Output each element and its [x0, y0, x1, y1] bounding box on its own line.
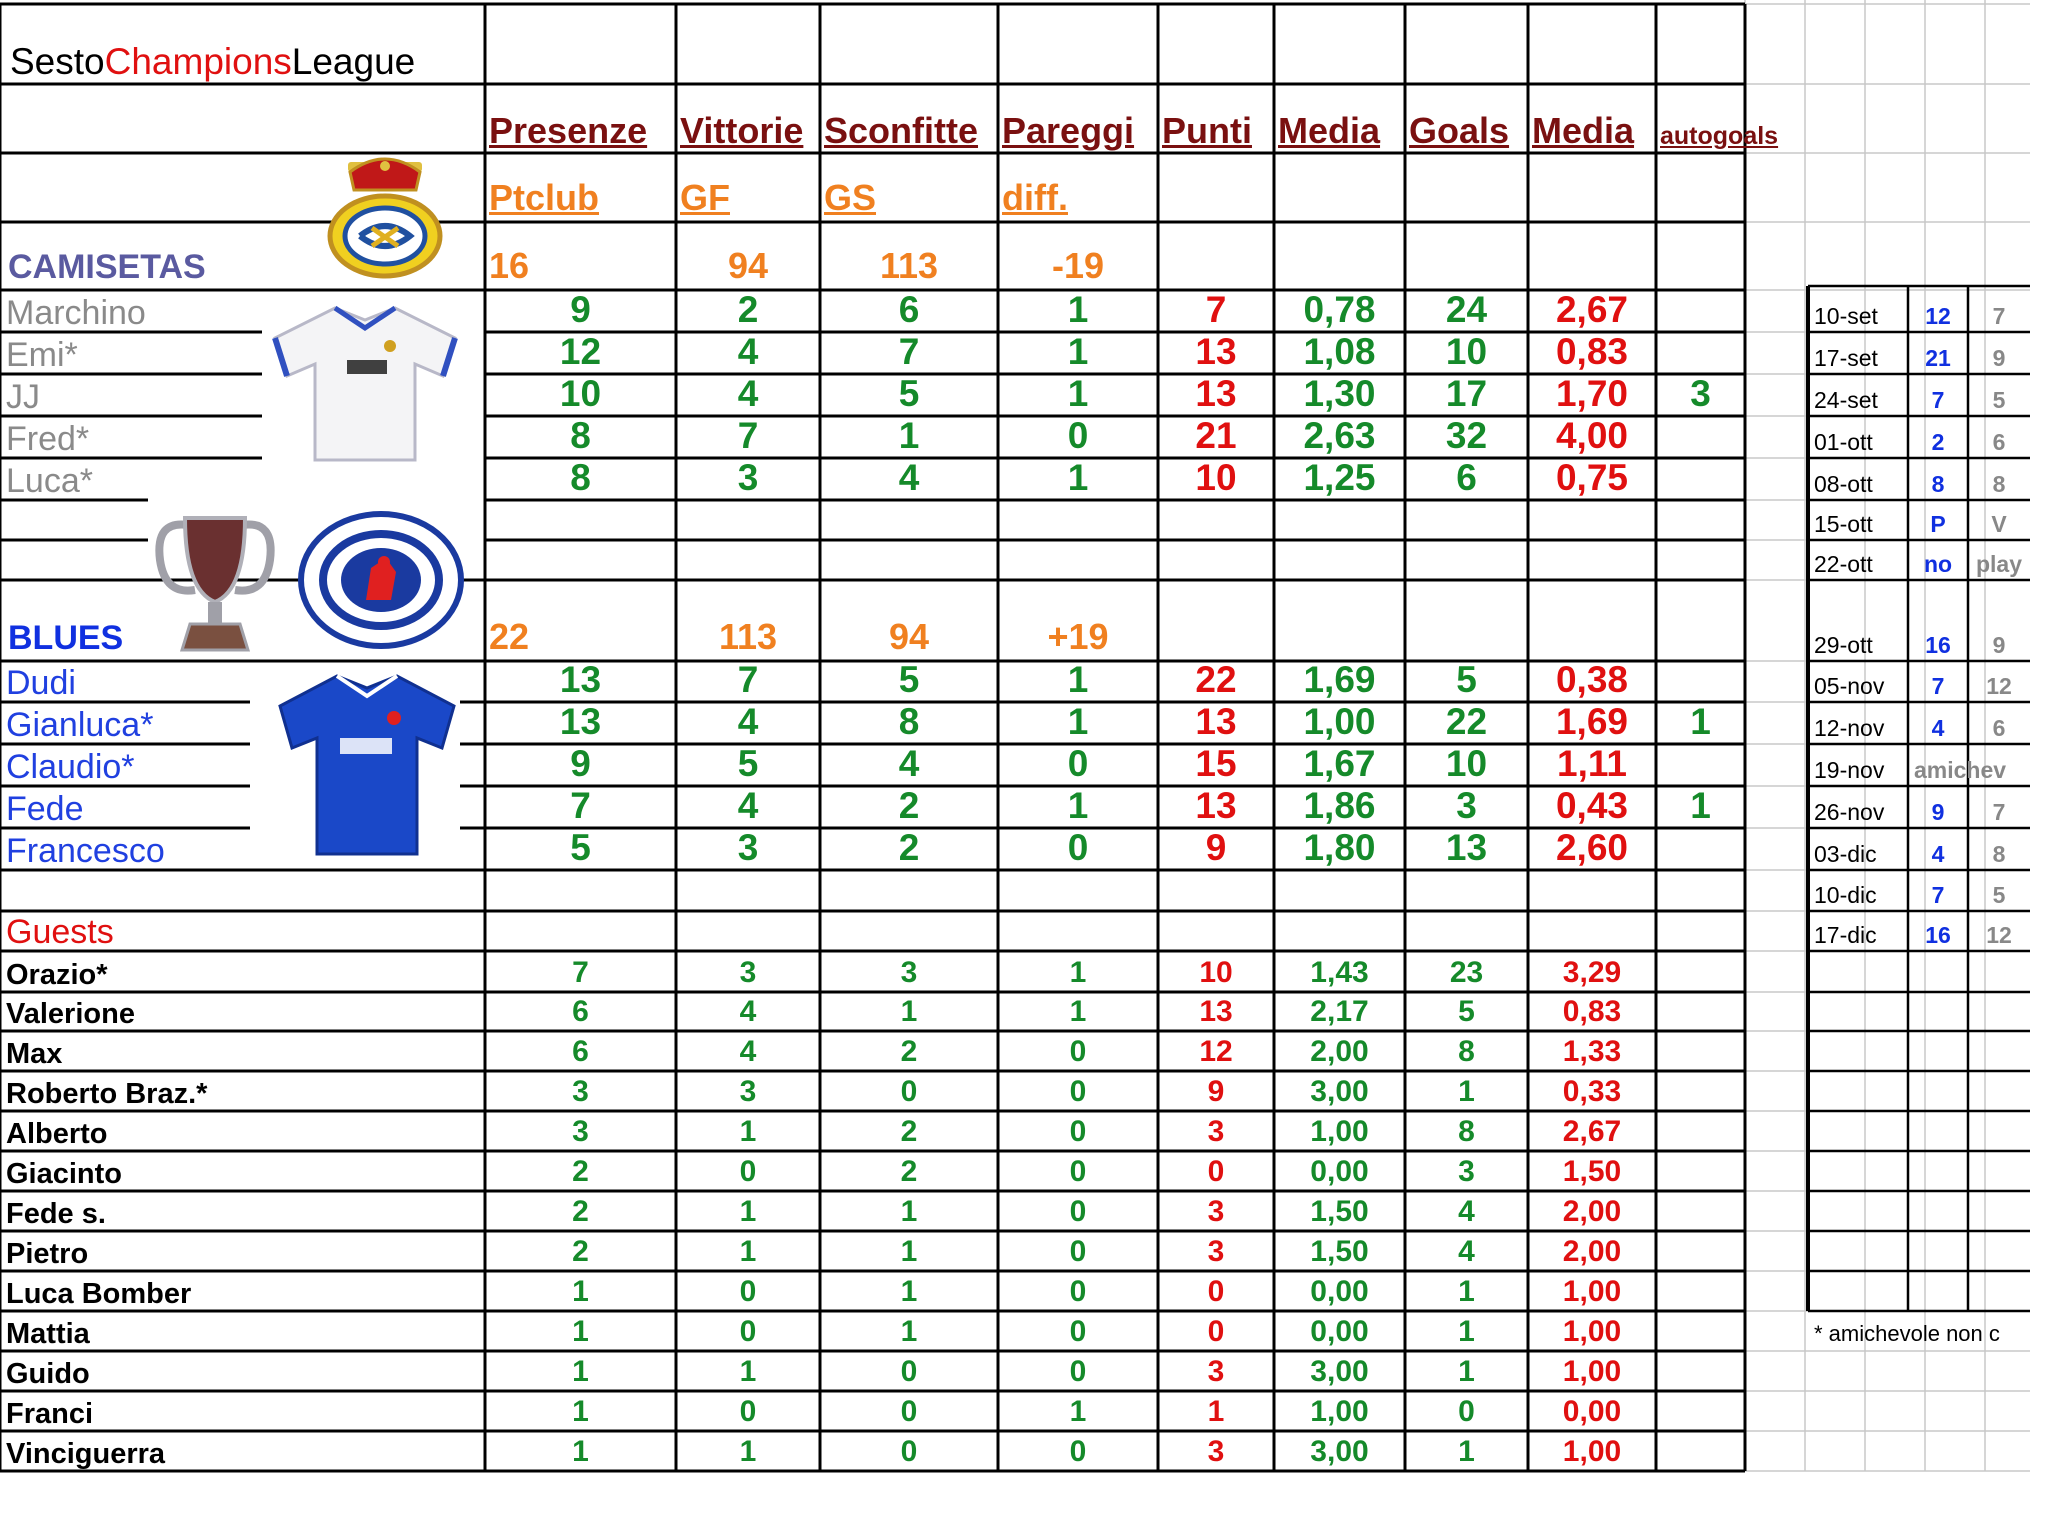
player-stat: 2: [898, 785, 920, 826]
player-stat: 0: [1207, 1315, 1225, 1348]
player-name: Fred*: [6, 420, 90, 458]
player-stat: 22: [1195, 659, 1237, 700]
player-stat: 1: [1069, 995, 1087, 1028]
match-score-away: 6: [1992, 715, 2006, 741]
player-name: Roberto Braz.*: [6, 1078, 208, 1110]
player-stat: 1,00: [1562, 1355, 1622, 1388]
subheader-gf: GF: [680, 177, 730, 218]
header-vittorie: Vittorie: [680, 110, 804, 151]
player-stat: 7: [1205, 289, 1227, 330]
player-stat: 1: [1458, 1355, 1475, 1388]
player-stat: 0: [1207, 1155, 1225, 1188]
player-stat: 2,00: [1562, 1195, 1622, 1228]
player-stat: 3: [1690, 373, 1711, 414]
player-stat: 13: [559, 701, 602, 742]
player-stat: 1: [1207, 1395, 1225, 1428]
player-stat: 13: [1195, 701, 1237, 742]
player-stat: 7: [570, 785, 591, 826]
header-media: Media: [1532, 110, 1635, 151]
sheet-title: [6, 30, 476, 80]
player-name: Marchino: [6, 294, 146, 332]
player-stat: 3: [1207, 1195, 1225, 1228]
match-score-away: 12: [1986, 922, 2012, 948]
player-stat: 0: [1067, 415, 1089, 456]
player-stat: 1,50: [1310, 1195, 1369, 1228]
player-stat: 22: [1445, 701, 1488, 742]
player-stat: 4: [737, 331, 759, 372]
player-stat: 0,00: [1310, 1315, 1369, 1348]
player-stat: 2: [737, 289, 759, 330]
player-stat: 7: [737, 415, 759, 456]
player-stat: 17: [1445, 373, 1488, 414]
player-stat: 0,00: [1310, 1275, 1369, 1308]
player-stat: 0: [739, 1275, 757, 1308]
player-stat: 7: [572, 956, 589, 989]
match-score-home: 9: [1931, 799, 1945, 825]
player-stat: 0: [900, 1435, 918, 1468]
player-stat: 1,67: [1303, 743, 1376, 784]
player-stat: 3: [572, 1075, 589, 1108]
match-date: 26-nov: [1814, 799, 1885, 825]
player-stat: 3: [1207, 1115, 1225, 1148]
player-stat: 1,70: [1555, 373, 1628, 414]
player-name: Mattia: [6, 1318, 90, 1350]
header-presenze: Presenze: [489, 110, 648, 151]
player-stat: 0: [900, 1355, 918, 1388]
player-stat: 0,33: [1562, 1075, 1622, 1108]
player-stat: 1,86: [1303, 785, 1376, 826]
player-stat: 10: [559, 373, 602, 414]
player-stat: 0,78: [1303, 289, 1376, 330]
player-stat: 1,00: [1303, 701, 1376, 742]
player-stat: 1: [1067, 659, 1089, 700]
player-name: Dudi: [6, 664, 76, 702]
player-stat: [1656, 332, 1745, 372]
header-sconfitte: Sconfitte: [824, 110, 979, 151]
match-score-home: 16: [1925, 632, 1951, 658]
player-stat: 0: [1067, 827, 1089, 868]
player-stat: 13: [1199, 995, 1233, 1028]
match-date: 15-ott: [1814, 511, 1873, 537]
match-date: 10-set: [1814, 303, 1878, 329]
footnote: * amichevole non c: [1814, 1321, 2000, 1346]
player-stat: 4: [737, 701, 759, 742]
match-score-home: 7: [1931, 387, 1945, 413]
player-stat: 32: [1445, 415, 1488, 456]
match-date: 10-dic: [1814, 882, 1877, 908]
player-stat: 2: [900, 1155, 918, 1188]
player-stat: 0,00: [1310, 1155, 1369, 1188]
player-name: Valerione: [6, 998, 135, 1030]
player-name: Luca*: [6, 462, 93, 500]
match-score-home: 8: [1931, 471, 1945, 497]
match-date: 01-ott: [1814, 429, 1873, 455]
player-stat: 6: [572, 1035, 589, 1068]
player-stat: 0,38: [1555, 659, 1628, 700]
player-stat: 1: [572, 1275, 589, 1308]
player-stat: 6: [898, 289, 920, 330]
player-stat: 2,00: [1562, 1235, 1622, 1268]
player-stat: 13: [559, 659, 602, 700]
player-stat: 4: [739, 1035, 757, 1068]
match-score-home: 12: [1925, 303, 1951, 329]
player-stat: 1,08: [1303, 331, 1376, 372]
player-stat: 1,50: [1310, 1235, 1369, 1268]
player-stat: 1,69: [1303, 659, 1376, 700]
player-stat: 9: [570, 289, 591, 330]
player-stat: 0: [1069, 1115, 1087, 1148]
player-stat: [1656, 458, 1745, 498]
player-stat: 1: [572, 1435, 589, 1468]
player-stat: 1: [1067, 701, 1089, 742]
player-stat: 10: [1445, 331, 1488, 372]
player-stat: 1,00: [1310, 1115, 1369, 1148]
player-stat: 3: [1207, 1435, 1225, 1468]
match-date: 12-nov: [1814, 715, 1885, 741]
player-stat: 13: [1195, 331, 1237, 372]
player-stat: 1: [1069, 956, 1087, 989]
player-stat: 2,67: [1562, 1115, 1622, 1148]
player-stat: 15: [1195, 743, 1237, 784]
header-media: Media: [1278, 110, 1381, 151]
player-stat: 7: [737, 659, 759, 700]
header-pareggi: Pareggi: [1002, 110, 1135, 151]
match-date: 24-set: [1814, 387, 1878, 413]
player-stat: 1: [900, 1315, 918, 1348]
player-stat: 0: [739, 1315, 757, 1348]
player-stat: 3,29: [1562, 956, 1622, 989]
player-stat: 2,63: [1303, 415, 1376, 456]
match-date: 17-dic: [1814, 922, 1877, 948]
player-stat: 4: [737, 373, 759, 414]
player-stat: 0: [739, 1395, 757, 1428]
player-stat: 5: [898, 373, 920, 414]
match-score-home: 7: [1931, 673, 1945, 699]
match-score-home: 7: [1931, 882, 1945, 908]
player-stat: 0: [739, 1155, 757, 1188]
player-stat: 7: [898, 331, 920, 372]
player-stat: 0: [1069, 1435, 1087, 1468]
player-stat: 8: [570, 415, 591, 456]
player-stat: 0,00: [1562, 1395, 1622, 1428]
player-stat: 1: [572, 1355, 589, 1388]
player-stat: 3: [739, 956, 757, 989]
player-stat: 4: [898, 457, 920, 498]
header-autogoals: autogoals: [1660, 122, 1779, 150]
player-name: Guido: [6, 1358, 90, 1390]
player-stat: 23: [1449, 956, 1484, 989]
player-stat: 13: [1195, 785, 1237, 826]
player-name: JJ: [6, 378, 40, 416]
player-stat: [1656, 828, 1745, 868]
player-stat: 5: [898, 659, 920, 700]
match-note: amichev: [1914, 757, 2007, 783]
match-date: 29-ott: [1814, 632, 1873, 658]
player-stat: 3: [1458, 1155, 1475, 1188]
player-stat: 1: [900, 1235, 918, 1268]
player-stat: 0: [1069, 1075, 1087, 1108]
match-score-away: 7: [1992, 303, 2006, 329]
player-stat: 13: [1195, 373, 1237, 414]
player-stat: 10: [1195, 457, 1237, 498]
match-date: 22-ott: [1814, 551, 1873, 577]
player-stat: 24: [1445, 289, 1488, 330]
player-name: Pietro: [6, 1238, 89, 1270]
player-stat: 0: [1069, 1275, 1087, 1308]
match-score-away: 5: [1992, 387, 2006, 413]
team-ptclub-blues: 22: [489, 616, 530, 657]
player-stat: 3,00: [1310, 1435, 1369, 1468]
player-stat: 5: [1458, 995, 1475, 1028]
team-diff-camisetas: -19: [1051, 245, 1105, 286]
team-name-camisetas: CAMISETAS: [8, 248, 206, 286]
player-stat: 2: [900, 1035, 918, 1068]
match-score-away: 12: [1986, 673, 2012, 699]
player-stat: 3,00: [1310, 1355, 1369, 1388]
player-stat: 1: [739, 1195, 757, 1228]
match-date: 17-set: [1814, 345, 1878, 371]
team-gf-camisetas: 94: [727, 245, 769, 286]
player-stat: 0: [1069, 1355, 1087, 1388]
player-stat: [1656, 661, 1745, 700]
subheader-gs: GS: [824, 177, 877, 218]
player-stat: [1656, 290, 1745, 330]
player-stat: 1,33: [1562, 1035, 1622, 1068]
player-name: Vinciguerra: [6, 1438, 166, 1470]
player-name: Francesco: [6, 832, 165, 870]
match-score-home: 21: [1925, 345, 1951, 371]
player-stat: 1: [1067, 289, 1089, 330]
player-stat: 8: [1458, 1035, 1475, 1068]
match-score-away: 9: [1992, 632, 2006, 658]
player-stat: 4,00: [1555, 415, 1628, 456]
player-stat: 4: [737, 785, 759, 826]
match-score-home: 4: [1931, 715, 1945, 741]
match-score-home: P: [1930, 511, 1946, 537]
player-stat: 0: [900, 1075, 918, 1108]
player-name: Fede: [6, 790, 84, 828]
player-stat: 8: [1458, 1115, 1475, 1148]
player-stat: 1: [1458, 1435, 1475, 1468]
player-stat: 0,75: [1555, 457, 1628, 498]
player-stat: 3: [1207, 1355, 1225, 1388]
header-goals: Goals: [1409, 110, 1510, 151]
player-stat: 13: [1445, 827, 1488, 868]
player-stat: 0: [1069, 1195, 1087, 1228]
player-stat: 2,00: [1310, 1035, 1369, 1068]
match-score-home: 4: [1931, 841, 1945, 867]
player-name: Giacinto: [6, 1158, 123, 1190]
player-stat: 1: [1067, 331, 1089, 372]
player-name: Gianluca*: [6, 706, 154, 744]
guests-label: Guests: [6, 913, 114, 951]
player-stat: 4: [739, 995, 757, 1028]
player-stat: 5: [737, 743, 759, 784]
player-stat: 2: [900, 1115, 918, 1148]
player-stat: 12: [559, 331, 602, 372]
player-stat: 2: [572, 1155, 589, 1188]
match-score-home: no: [1923, 551, 1953, 577]
player-stat: 0,83: [1562, 995, 1622, 1028]
player-stat: 1: [1690, 701, 1711, 742]
title-league: League: [291, 41, 416, 82]
player-stat: 1: [1067, 457, 1089, 498]
player-stat: 2,60: [1555, 827, 1628, 868]
player-stat: 1: [572, 1395, 589, 1428]
player-stat: 1: [898, 415, 920, 456]
player-name: Fede s.: [6, 1198, 106, 1230]
subheader-diff: diff.: [1002, 177, 1068, 218]
player-stat: 1,30: [1303, 373, 1376, 414]
white-jersey-icon: [265, 298, 465, 468]
player-stat: 1,00: [1562, 1435, 1622, 1468]
player-stat: 4: [1458, 1235, 1475, 1268]
title-champions: Champions: [104, 41, 292, 82]
player-name: Luca Bomber: [6, 1278, 192, 1310]
player-stat: 2,17: [1310, 995, 1369, 1028]
player-stat: 10: [1445, 743, 1488, 784]
player-stat: 1: [1458, 1275, 1475, 1308]
player-stat: 0: [1069, 1235, 1087, 1268]
player-stat: 9: [1207, 1075, 1225, 1108]
player-stat: 2: [572, 1195, 589, 1228]
player-name: Emi*: [6, 336, 78, 374]
match-date: 08-ott: [1814, 471, 1873, 497]
player-stat: 6: [1456, 457, 1477, 498]
player-stat: 5: [570, 827, 591, 868]
player-stat: 1: [1458, 1075, 1475, 1108]
player-stat: 0: [900, 1395, 918, 1428]
match-score-away: play: [1975, 551, 2023, 577]
match-score-away: 9: [1992, 345, 2006, 371]
match-score-home: 16: [1925, 922, 1951, 948]
team-diff-blues: +19: [1047, 616, 1109, 657]
title-sesto: Sesto: [10, 41, 105, 82]
player-stat: 1: [1690, 785, 1711, 826]
player-stat: 0: [1458, 1395, 1475, 1428]
player-stat: [1656, 416, 1745, 456]
player-stat: 1: [900, 995, 918, 1028]
match-score-away: 8: [1992, 841, 2006, 867]
player-name: Alberto: [6, 1118, 108, 1150]
team-gf-blues: 113: [718, 616, 778, 657]
player-stat: 3: [1207, 1235, 1225, 1268]
player-stat: 1: [572, 1315, 589, 1348]
player-stat: 1: [900, 1195, 918, 1228]
player-stat: 2: [572, 1235, 589, 1268]
player-stat: 0: [1207, 1275, 1225, 1308]
match-score-away: 5: [1992, 882, 2006, 908]
player-stat: 0: [1069, 1315, 1087, 1348]
team-gs-blues: 94: [888, 616, 930, 657]
player-stat: 0: [1069, 1155, 1087, 1188]
player-stat: 5: [1456, 659, 1477, 700]
player-stat: 8: [570, 457, 591, 498]
player-stat: 6: [572, 995, 589, 1028]
player-name: Claudio*: [6, 748, 135, 786]
player-stat: 1,43: [1310, 956, 1369, 989]
player-stat: 1,00: [1562, 1275, 1622, 1308]
player-stat: 8: [898, 701, 920, 742]
player-stat: 1,25: [1303, 457, 1376, 498]
player-stat: 0: [1069, 1035, 1087, 1068]
player-stat: 2: [898, 827, 920, 868]
player-stat: 0: [1067, 743, 1089, 784]
player-stat: 9: [570, 743, 591, 784]
header-punti: Punti: [1162, 110, 1252, 151]
player-stat: 3: [900, 956, 918, 989]
blue-jersey-icon: [272, 666, 462, 861]
player-stat: 1: [1067, 373, 1089, 414]
player-stat: 3: [1456, 785, 1477, 826]
player-stat: 21: [1195, 415, 1237, 456]
subheader-ptclub: Ptclub: [489, 177, 600, 218]
player-stat: 1: [1069, 1395, 1087, 1428]
player-stat: 1: [1458, 1315, 1475, 1348]
match-score-away: V: [1991, 511, 2007, 537]
team-gs-camisetas: 113: [879, 245, 939, 286]
player-stat: 1,00: [1562, 1315, 1622, 1348]
player-stat: 2,67: [1555, 289, 1628, 330]
team-name-blues: BLUES: [8, 619, 124, 657]
match-date: 05-nov: [1814, 673, 1885, 699]
player-name: Orazio*: [6, 959, 108, 991]
player-stat: 4: [898, 743, 920, 784]
player-stat: 1: [739, 1235, 757, 1268]
player-stat: 9: [1205, 827, 1227, 868]
player-stat: 1: [739, 1115, 757, 1148]
player-stat: 4: [1458, 1195, 1475, 1228]
player-stat: 12: [1199, 1035, 1233, 1068]
match-score-away: 7: [1992, 799, 2006, 825]
match-date: 03-dic: [1814, 841, 1877, 867]
match-score-away: 8: [1992, 471, 2006, 497]
player-stat: 0,83: [1555, 331, 1628, 372]
player-stat: 1,50: [1562, 1155, 1622, 1188]
player-stat: 1: [1067, 785, 1089, 826]
player-stat: 1: [900, 1275, 918, 1308]
player-stat: 3,00: [1310, 1075, 1369, 1108]
match-score-home: 2: [1931, 429, 1945, 455]
player-stat: 1,80: [1303, 827, 1376, 868]
player-stat: 1,00: [1310, 1395, 1369, 1428]
player-stat: 3: [739, 1075, 757, 1108]
player-stat: [1656, 744, 1745, 784]
player-stat: 10: [1199, 956, 1233, 989]
player-stat: 1: [739, 1435, 757, 1468]
player-name: Max: [6, 1038, 63, 1070]
player-stat: 1,69: [1555, 701, 1628, 742]
player-stat: 3: [572, 1115, 589, 1148]
player-stat: 3: [737, 457, 759, 498]
match-date: 19-nov: [1814, 757, 1885, 783]
player-stat: 3: [737, 827, 759, 868]
player-stat: 0,43: [1555, 785, 1628, 826]
team-ptclub-camisetas: 16: [489, 245, 530, 286]
match-score-away: 6: [1992, 429, 2006, 455]
player-stat: 1: [739, 1355, 757, 1388]
player-name: Franci: [6, 1398, 94, 1430]
player-stat: 1,11: [1557, 743, 1627, 784]
